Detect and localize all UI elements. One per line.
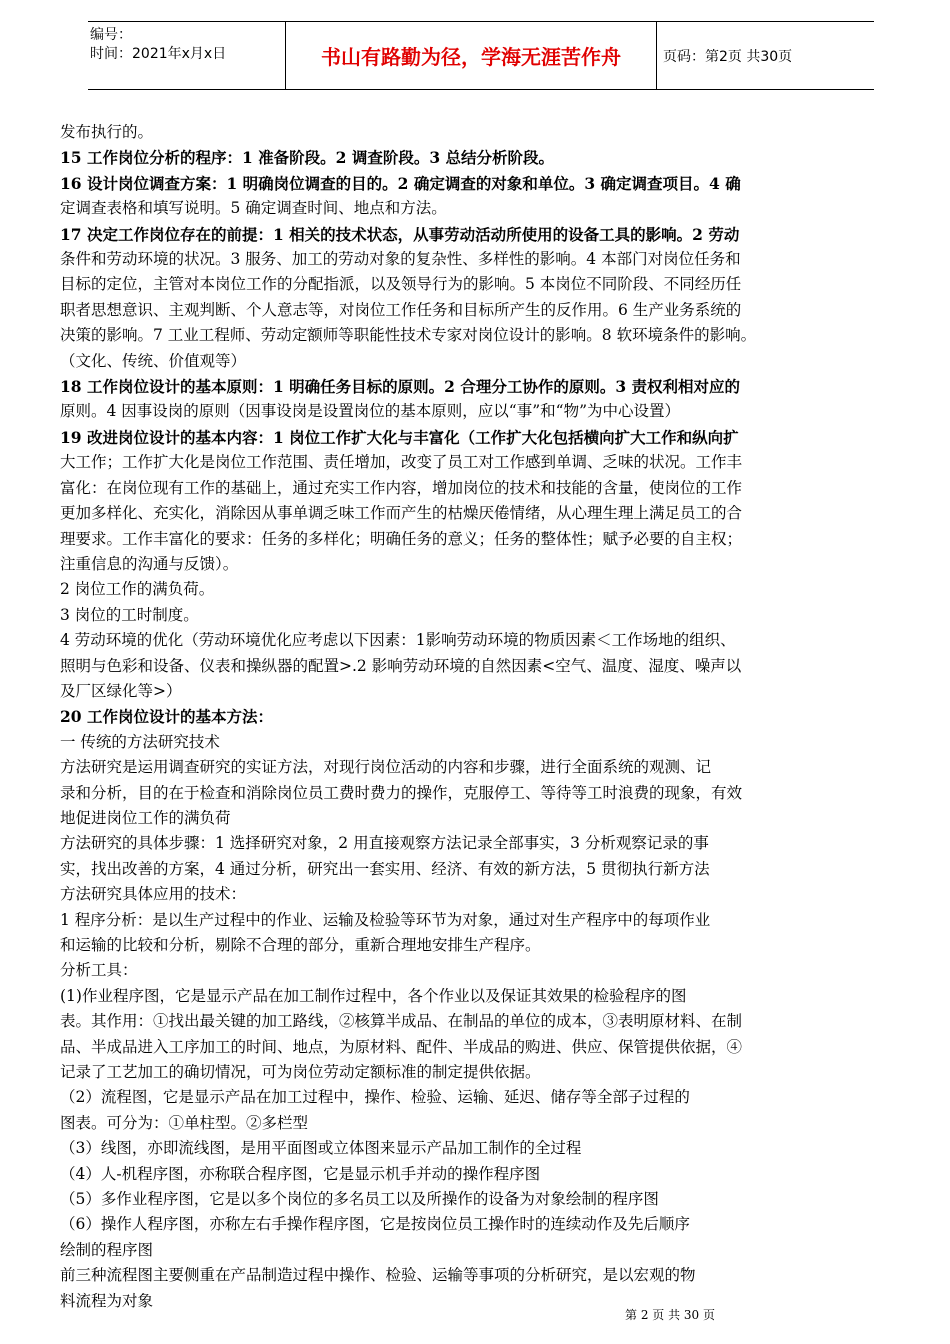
text-line: 目标的定位，主管对本岗位工作的分配指派，以及领导行为的影响。5 本岗位不同阶段、不同经历任 (60, 275, 742, 294)
text-line: 发布执行的。 (60, 123, 154, 141)
text-line: 15 工作岗位分析的程序：1 准备阶段。2 调查阶段。3 总结分析阶段。 (60, 148, 555, 168)
text-line: 实，找出改善的方案，4 通过分析，研究出一套实用、经济、有效的新方法，5 贯彻执行新方法 (60, 859, 710, 878)
text-line: （6）操作人程序图，亦称左右手操作程序图，它是按岗位员工操作时的连续动作及先后顺序 (60, 1215, 690, 1234)
text-line: 20 工作岗位设计的基本方法： (60, 707, 273, 727)
text-line: 方法研究具体应用的技术： (60, 885, 247, 904)
header-motto: 书山有路勤为径，学海无涯苦作舟 (286, 22, 657, 89)
document-number-label: 编号： (90, 27, 132, 43)
text-line: 18 工作岗位设计的基本原则：1 明确任务目标的原则。2 合理分工协作的原则。3 责权利相对应的 (60, 377, 741, 397)
text-line: 和运输的比较和分析，剔除不合理的部分，重新合理地安排生产程序。 (60, 936, 541, 954)
text-line: 品、半成品进入工序加工的时间、地点，为原材料、配件、半成品的购进、供应、保管提供依据，④ (60, 1037, 743, 1056)
text-line: 图表。可分为：①单柱型。②多栏型 (60, 1113, 309, 1132)
text-line: 决策的影响。7 工业工程师、劳动定额师等职能性技术专家对岗位设计的影响。8 软环境条件的影响。 (60, 326, 757, 345)
text-line: 料流程为对象 (60, 1291, 154, 1310)
text-line: 定调查表格和填写说明。5 确定调查时间、地点和方法。 (60, 199, 447, 218)
text-line: 分析工具： (60, 961, 138, 980)
text-line: （文化、传统、价值观等） (60, 351, 247, 370)
text-line: 富化：在岗位现有工作的基础上，通过充实工作内容，增加岗位的技术和技能的含量，使岗位的工作 (60, 478, 743, 497)
text-line: 及厂区绿化等>） (60, 681, 182, 700)
header-info (88, 22, 286, 89)
text-line: 一 传统的方法研究技术 (60, 732, 220, 751)
text-line: （5）多作业程序图，它是以多个岗位的多名员工以及所操作的设备为对象绘制的程序图 (60, 1190, 659, 1209)
text-line: 16 设计岗位调查方案：1 明确岗位调查的目的。2 确定调查的对象和单位。3 确定调查项目。4 确 (60, 173, 741, 193)
page-footer: 第 2 页 共 30 页 (625, 1308, 715, 1322)
document-time-label: 时间：2021年x月x日 (90, 46, 227, 62)
text-line: 表。其作用：①找出最关键的加工路线，②核算半成品、在制品的单位的成本，③表明原材料、在制 (60, 1012, 743, 1031)
text-line: 更加多样化、充实化，消除因从事单调乏味工作而产生的枯燥厌倦情绪，从心理生理上满足员工的合 (60, 504, 743, 523)
text-line: 19 改进岗位设计的基本内容：1 岗位工作扩大化与丰富化（工作扩大化包括横向扩大工作和纵向扩 (60, 427, 739, 447)
page-header (88, 21, 874, 90)
text-line: 注重信息的沟通与反馈）。 (60, 554, 239, 573)
document-body (60, 120, 908, 1314)
text-line: 记录了工艺加工的确切情况，可为岗位劳动定额标准的制定提供依据。 (60, 1063, 541, 1082)
text-line: 2 岗位工作的满负荷。 (60, 580, 215, 599)
text-line: （3）线图，亦即流线图，是用平面图或立体图来显示产品加工制作的全过程 (60, 1139, 582, 1158)
header-page-label: 页码：第2页 共30页 (663, 48, 793, 65)
text-line: 4 劳动环境的优化（劳动环境优化应考虑以下因素：1影响劳动环境的物质因素＜工作场地的组织、 (60, 631, 736, 650)
text-line: 地促进岗位工作的满负荷 (60, 808, 231, 827)
text-line: 绘制的程序图 (60, 1240, 154, 1259)
text-line: 大工作；工作扩大化是岗位工作范围、责任增加，改变了员工对工作感到单调、乏味的状况。工作丰 (60, 453, 743, 472)
text-line: 原则。4 因事设岗的原则（因事设岗是设置岗位的基本原则，应以“事”和“物”为中心设置） (60, 402, 680, 421)
text-line: 方法研究是运用调查研究的实证方法，对现行岗位活动的内容和步骤，进行全面系统的观测、记 (60, 758, 712, 777)
text-line: 方法研究的具体步骤：1 选择研究对象，2 用直接观察方法记录全部事实，3 分析观察记录的事 (60, 834, 709, 853)
text-line: (1)作业程序图，它是显示产品在加工制作过程中，各个作业以及保证其效果的检验程序的图 (60, 986, 687, 1005)
text-line: 1 程序分析：是以生产过程中的作业、运输及检验等环节为对象，通过对生产程序中的每项作业 (60, 910, 711, 929)
text-line: 照明与色彩和设备、仪表和操纵器的配置>.2 影响劳动环境的自然因素<空气、温度、湿度、噪声以 (60, 656, 742, 675)
text-line: 职者思想意识、主观判断、个人意志等，对岗位工作任务和目标所产生的反作用。6 生产业务系统的 (60, 300, 742, 319)
text-line: 条件和劳动环境的状况。3 服务、加工的劳动对象的复杂性、多样性的影响。4 本部门对岗位任务和 (60, 250, 741, 269)
text-line: 理要求。工作丰富化的要求：任务的多样化；明确任务的意义；任务的整体性；赋予必要的自主权； (60, 529, 743, 548)
text-line: （2）流程图，它是显示产品在加工过程中，操作、检验、运输、延迟、储存等全部子过程的 (60, 1088, 690, 1107)
text-line: 17 决定工作岗位存在的前提：1 相关的技术状态，从事劳动活动所使用的设备工具的影响。2 劳动 (60, 224, 740, 244)
text-line: 前三种流程图主要侧重在产品制造过程中操作、检验、运输等事项的分析研究，是以宏观的物 (60, 1266, 696, 1285)
text-line: 3 岗位的工时制度。 (60, 605, 199, 624)
text-line: 录和分析，目的在于检查和消除岗位员工费时费力的操作，克服停工、等待等工时浪费的现象，有效 (60, 783, 743, 802)
text-line: （4）人-机程序图，亦称联合程序图，它是显示机手并动的操作程序图 (60, 1164, 541, 1183)
